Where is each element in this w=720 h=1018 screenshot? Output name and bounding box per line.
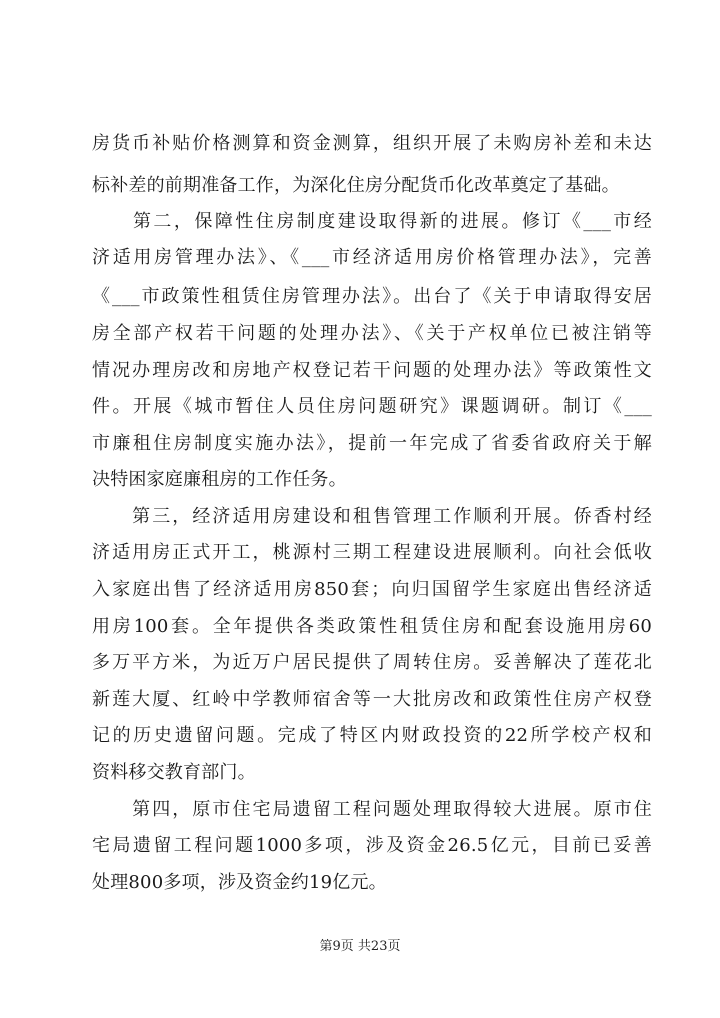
page-number-footer: 第9页 共23页	[319, 939, 401, 954]
body-text-line: 处理800多项，涉及资金约19亿元。	[92, 872, 387, 893]
body-text-line: 件。开展《城市暂住人员住房问题研究》课题调研。制订《___	[92, 396, 652, 417]
body-text-line: 第四，原市住宅局遗留工程问题处理取得较大进展。原市住	[92, 799, 652, 820]
body-text-line: 标补差的前期准备工作，为深化住房分配货币化改革奠定了基础。	[92, 175, 620, 196]
body-text-line: 第三，经济适用房建设和租售管理工作顺利开展。侨香村经	[92, 506, 652, 527]
body-text-line: 情况办理房改和房地产权登记若干问题的处理办法》等政策性文	[92, 360, 652, 381]
body-text-line: 用房100套。全年提供各类政策性租赁住房和配套设施用房60	[92, 616, 652, 637]
body-text-line: 记的历史遗留问题。完成了特区内财政投资的22所学校产权和	[92, 725, 652, 746]
body-text-line: 宅局遗留工程问题1000多项，涉及资金26.5亿元，目前已妥善	[92, 835, 652, 856]
body-text-line: 济适用房正式开工，桃源村三期工程建设进展顺利。向社会低收	[92, 542, 652, 563]
body-text-line: 多万平方米，为近万户居民提供了周转住房。妥善解决了莲花北	[92, 652, 652, 673]
body-text-line: 入家庭出售了经济适用房850套；向归国留学生家庭出售经济适	[92, 579, 652, 600]
body-text-line: 市廉租住房制度实施办法》，提前一年完成了省委省政府关于解	[92, 433, 652, 454]
body-text-line: 房全部产权若干问题的处理办法》、《关于产权单位已被注销等	[92, 323, 652, 344]
body-text-line: 资料移交教育部门。	[92, 762, 256, 783]
body-text-line: 房货币补贴价格测算和资金测算，组织开展了未购房补差和未达	[92, 133, 652, 154]
body-text-line: 《___市政策性租赁住房管理办法》。出台了《关于申请取得安居	[92, 286, 652, 307]
body-text-line: 决特困家庭廉租房的工作任务。	[92, 469, 347, 490]
body-text-line: 第二，保障性住房制度建设取得新的进展。修订《___市经	[92, 211, 652, 232]
body-text-line: 济适用房管理办法》、《___市经济适用房价格管理办法》，完善	[92, 247, 652, 268]
body-text-line: 新莲大厦、红岭中学教师宿舍等一大批房改和政策性住房产权登	[92, 689, 652, 710]
